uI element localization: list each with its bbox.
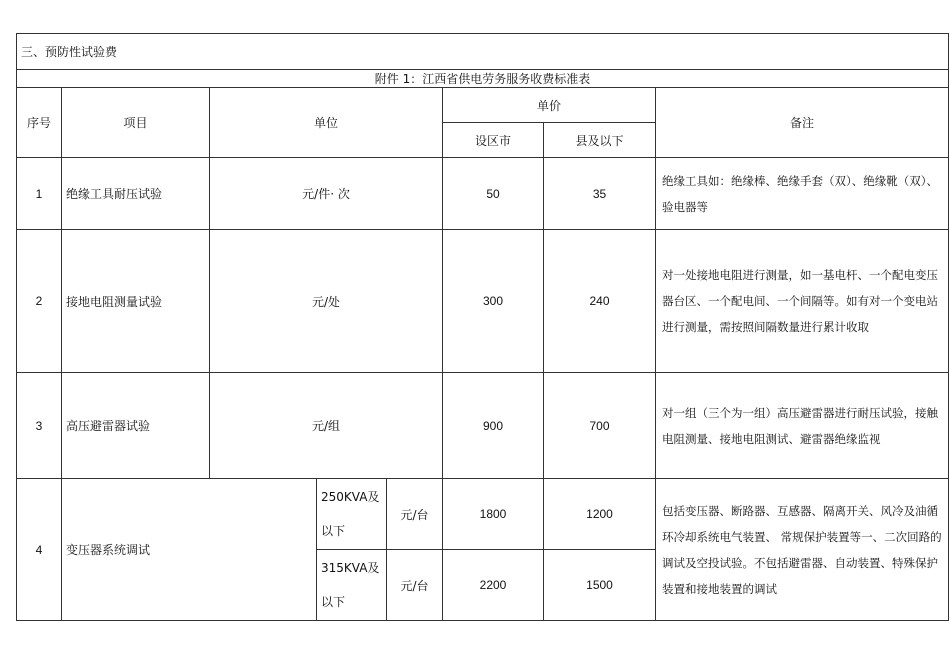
row-item: 接地电阻测量试验 <box>62 230 210 373</box>
header-price: 单价 <box>443 88 656 123</box>
row-price-county: 1200 <box>544 479 656 550</box>
row-price-county: 240 <box>544 230 656 373</box>
header-item: 项目 <box>62 88 210 158</box>
row-note: 包括变压器、断路器、互感器、隔离开关、风冷及油循环冷却系统电气装置、 常规保护装置等一、二次回路的调试及空投试验。不包括避雷器、自动装置、特殊保护装置和接地装置的调试 <box>656 479 949 621</box>
section-title: 三、预防性试验费 <box>17 34 949 70</box>
row-unit: 元/台 <box>387 479 443 550</box>
row-spec: 315KVA及以下 <box>317 550 387 621</box>
header-county: 县及以下 <box>544 123 656 158</box>
row-item: 高压避雷器试验 <box>62 373 210 479</box>
annex-title: 附件 1：江西省供电劳务服务收费标准表 <box>17 70 949 88</box>
table-row <box>17 158 949 230</box>
row-price-city: 2200 <box>443 550 544 621</box>
row-seq: 2 <box>17 230 62 373</box>
row-note: 绝缘工具如：绝缘棒、绝缘手套（双）、绝缘靴（双）、验电器等 <box>656 158 949 230</box>
row-seq: 4 <box>17 479 62 621</box>
row-note: 对一组（三个为一组）高压避雷器进行耐压试验，接触电阻测量、接地电阻测试、避雷器绝缘监视 <box>656 373 949 479</box>
row-unit: 元/台 <box>387 550 443 621</box>
header-unit: 单位 <box>210 88 443 158</box>
table-row <box>17 479 949 550</box>
header-seq: 序号 <box>17 88 62 158</box>
row-price-city: 50 <box>443 158 544 230</box>
row-item: 变压器系统调试 <box>62 479 317 621</box>
row-spec: 250KVA及以下 <box>317 479 387 550</box>
row-unit: 元/组 <box>210 373 443 479</box>
row-seq: 1 <box>17 158 62 230</box>
row-note: 对一处接地电阻进行测量，如一基电杆、一个配电变压器台区、一个配电间、一个间隔等。如有对一个变电站进行测量，需按照间隔数量进行累计收取 <box>656 230 949 373</box>
row-price-city: 300 <box>443 230 544 373</box>
row-price-county: 35 <box>544 158 656 230</box>
row-price-city: 900 <box>443 373 544 479</box>
row-item: 绝缘工具耐压试验 <box>62 158 210 230</box>
row-price-county: 1500 <box>544 550 656 621</box>
table-row <box>17 230 949 373</box>
row-price-city: 1800 <box>443 479 544 550</box>
header-note: 备注 <box>656 88 949 158</box>
row-unit: 元/件· 次 <box>210 158 443 230</box>
fee-standard-table <box>16 33 949 621</box>
row-price-county: 700 <box>544 373 656 479</box>
table-row <box>17 373 949 479</box>
header-city: 设区市 <box>443 123 544 158</box>
row-seq: 3 <box>17 373 62 479</box>
row-unit: 元/处 <box>210 230 443 373</box>
